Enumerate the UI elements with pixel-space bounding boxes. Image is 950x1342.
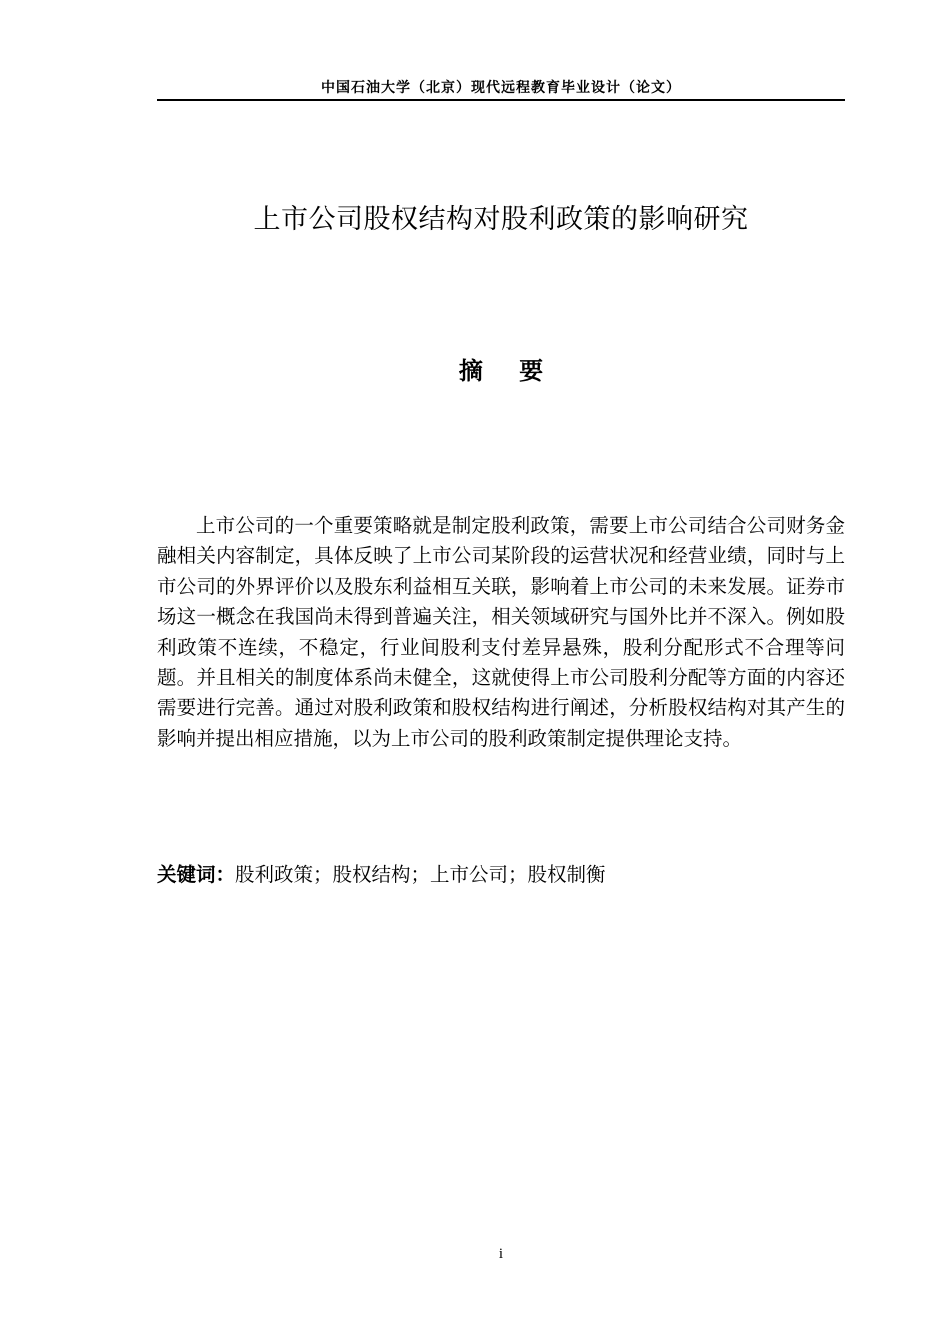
keywords-line	[157, 860, 845, 890]
keywords-value: 股利政策；股权结构；上市公司；股权制衡	[235, 863, 606, 886]
thesis-title: 上市公司股权结构对股利政策的影响研究	[253, 204, 749, 235]
keywords-label: 关键词：	[157, 863, 236, 886]
abstract-paragraph: 上市公司的一个重要策略就是制定股利政策，需要上市公司结合公司财务金融相关内容制定，具体反映了上市公司某阶段的运营状况和经营业绩，同时与上市公司的外界评价以及股东利益相互关联，影响着上市公司的未来发展。证券市场这一概念在我国尚未得到普遍关注，相关领域研究与国外比并不深入。例如股利政策不连续，不稳定，行业间股利支付差异悬殊，股利分配形式不合理等问题。并且相关的制度体系尚未健全，这就使得上市公司股利分配等方面的内容还需要进行完善。通过对股利政策和股权结构进行阐述，分析股权结构对其产生的影响并提出相应措施，以为上市公司的股利政策制定提供理论支持。	[157, 514, 845, 750]
running-header: 中国石油大学（北京）现代远程教育毕业设计（论文）	[321, 80, 681, 96]
header-divider	[157, 99, 845, 101]
page-number: i	[498, 1246, 504, 1262]
abstract-heading: 摘 要	[458, 357, 558, 385]
